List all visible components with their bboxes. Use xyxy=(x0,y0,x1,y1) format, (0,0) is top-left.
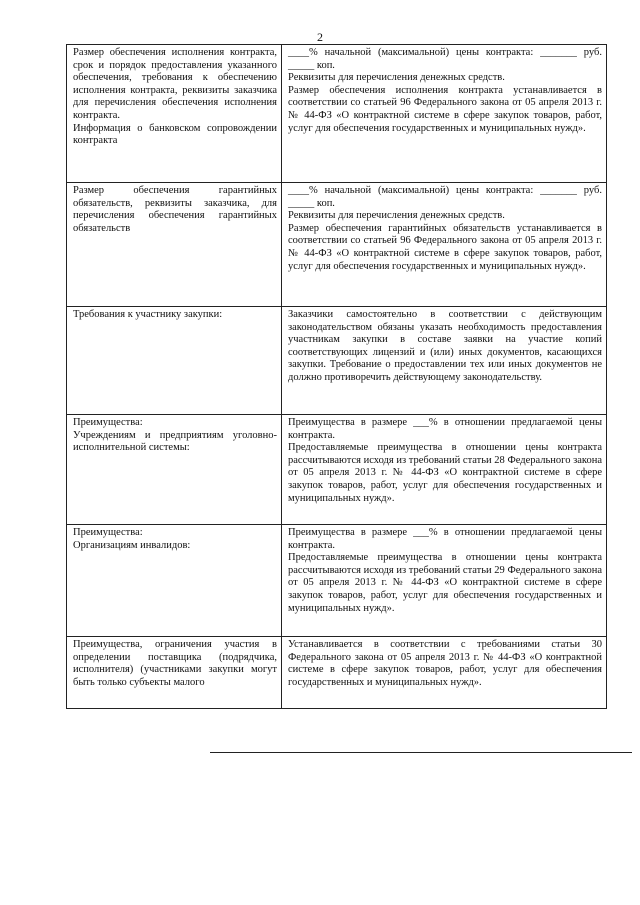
row-label-penal-system-advantages xyxy=(67,415,282,525)
row-label-disabled-org-advantages xyxy=(67,525,282,637)
value-paragraph: Реквизиты для перечисления денежных средств. xyxy=(288,210,505,222)
row-value-participant-requirements xyxy=(282,307,607,415)
row-value-small-business-restrictions xyxy=(282,637,607,709)
page-number: 2 xyxy=(317,30,323,44)
table-row xyxy=(67,525,607,637)
value-paragraph: Устанавливается в соответствии с требованиями статьи 30 Федерального закона от 05 апреля 2013 г. № 44-ФЗ «О контрактной системе в сфере закупок товаров, работ, услуг для обеспечения государственных и муниципальных нужд». xyxy=(288,639,602,688)
label-paragraph: Учреждениям и предприятиям уголовно-исполнительной системы: xyxy=(73,429,277,454)
table-row xyxy=(67,637,607,709)
label-paragraph: Преимущества: xyxy=(73,527,143,538)
label-paragraph: Преимущества: xyxy=(73,417,143,428)
value-paragraph: Предоставляемые преимущества в отношении цены контракта рассчитываются исходя из требований статьи 29 Федерального закона от 05 апреля 2013 г. № 44-ФЗ «О контрактной системе в сфере закупок товаров, работ, услуг для обеспечения государственных и муниципальных нужд». xyxy=(288,552,602,614)
label-paragraph: Размер обеспечения гарантийных обязательств, реквизиты заказчика, для перечисления обеспечения гарантийных обязательств xyxy=(73,185,277,234)
requirements-table xyxy=(66,44,607,709)
table-row xyxy=(67,183,607,307)
label-paragraph: Организациям инвалидов: xyxy=(73,539,191,551)
value-paragraph: Заказчики самостоятельно в соответствии с действующим законодательством обязаны указать необходимость предоставления участникам закупки в составе заявки на участие копий соответствующих лицензий и (или) иных документов, касающихся закупки. Требование о предоставлении тех или иных документов не должно противоречить действующему законодательству. xyxy=(288,309,602,383)
row-label-participant-requirements xyxy=(67,307,282,415)
row-label-small-business-restrictions xyxy=(67,637,282,709)
table-row xyxy=(67,45,607,183)
value-paragraph: Размер обеспечения исполнения контракта устанавливается в соответствии со статьей 96 Федерального закона от 05 апреля 2013 г. № 44-ФЗ «О контрактной системе в сфере закупок товаров, работ, услуг для обеспечения государственных и муниципальных нужд». xyxy=(288,84,602,134)
row-value-disabled-org-advantages xyxy=(282,525,607,637)
row-value-penal-system-advantages xyxy=(282,415,607,525)
label-paragraph: Информация о банковском сопровождении контракта xyxy=(73,122,277,147)
value-paragraph: Преимущества в размере ___% в отношении предлагаемой цены контракта. xyxy=(288,527,602,551)
value-paragraph: ____% начальной (максимальной) цены контракта: _______ руб. _____ коп. xyxy=(288,47,602,71)
label-paragraph: Размер обеспечения исполнения контракта, срок и порядок предоставления указанного обеспечения, требования к обеспечению исполнения контракта, реквизиты заказчика для перечисления обеспечения исполнения контракта. xyxy=(73,47,277,121)
table-row xyxy=(67,307,607,415)
label-paragraph: Преимущества, ограничения участия в определении поставщика (подрядчика, исполнителя) (участниками закупки могут быть только субъекты малого xyxy=(73,639,277,688)
value-paragraph: Предоставляемые преимущества в отношении цены контракта рассчитываются исходя из требований статьи 28 Федерального закона от 05 апреля 2013 г. № 44-ФЗ «О контрактной системе в сфере закупок товаров, работ, услуг для обеспечения государственных и муниципальных нужд». xyxy=(288,442,602,504)
value-paragraph: ____% начальной (максимальной) цены контракта: _______ руб. _____ коп. xyxy=(288,185,602,209)
row-label-contract-security xyxy=(67,45,282,183)
row-label-warranty-security xyxy=(67,183,282,307)
bottom-divider xyxy=(210,752,632,753)
row-value-contract-security xyxy=(282,45,607,183)
row-value-warranty-security xyxy=(282,183,607,307)
value-paragraph: Преимущества в размере ___% в отношении предлагаемой цены контракта. xyxy=(288,417,602,441)
value-paragraph: Размер обеспечения гарантийных обязательств устанавливается в соответствии со статьей 96 Федерального закона от 05 апреля 2013 г. № 44-ФЗ «О контрактной системе в сфере закупок товаров, работ, услуг для обеспечения государственных и муниципальных нужд». xyxy=(288,222,602,272)
label-paragraph: Требования к участнику закупки: xyxy=(73,309,223,320)
table-row xyxy=(67,415,607,525)
value-paragraph: Реквизиты для перечисления денежных средств. xyxy=(288,72,505,84)
